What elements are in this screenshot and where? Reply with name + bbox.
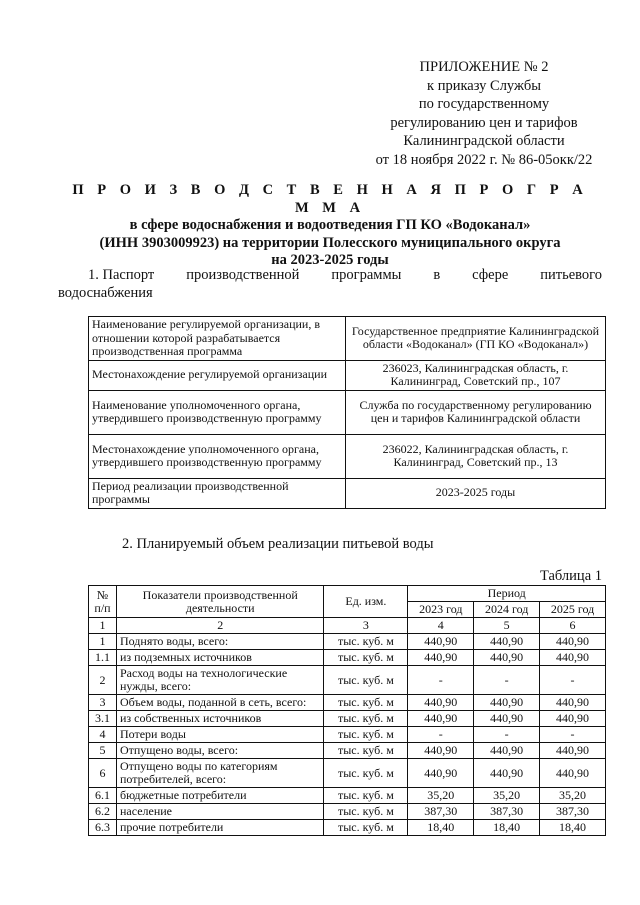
- table-row: [89, 711, 606, 727]
- row-value: 440,90: [540, 711, 606, 727]
- appendix-line: от 18 ноября 2022 г. № 86-05окк/22: [375, 151, 593, 168]
- passport-row: [89, 390, 606, 434]
- row-indicator: Поднято воды, всего:: [116, 634, 323, 650]
- table-row: [89, 634, 606, 650]
- row-indicator: Отпущено воды по категориям потребителей, всего:: [116, 759, 323, 788]
- row-indicator: из подземных источников: [116, 650, 323, 666]
- row-value: 440,90: [408, 743, 474, 759]
- volume-table: [88, 585, 606, 836]
- row-unit: тыс. куб. м: [324, 788, 408, 804]
- row-value: 35,20: [474, 788, 540, 804]
- row-value: 387,30: [408, 804, 474, 820]
- row-value: 440,90: [474, 634, 540, 650]
- passport-row: [89, 317, 606, 361]
- table-row: [89, 695, 606, 711]
- table-row: [89, 666, 606, 695]
- row-value: 35,20: [408, 788, 474, 804]
- row-number: 6.2: [89, 804, 117, 820]
- table-row: [89, 727, 606, 743]
- table-row: [89, 650, 606, 666]
- header-indicator: Показатели производственной деятельности: [116, 586, 323, 618]
- passport-label: Наименование уполномоченного органа, утвердившего производственную программу: [89, 390, 346, 434]
- appendix-block: [364, 58, 604, 169]
- row-number: 4: [89, 727, 117, 743]
- row-number: 2: [89, 666, 117, 695]
- appendix-line: Калининградской области: [403, 133, 565, 149]
- row-value: 440,90: [474, 650, 540, 666]
- appendix-line: по государственному: [418, 96, 550, 112]
- title-line: на 2023-2025 годы: [271, 252, 389, 268]
- table-header-row: [89, 586, 606, 602]
- row-number: 1.1: [89, 650, 117, 666]
- section-1-heading: [58, 266, 602, 302]
- row-value: 35,20: [540, 788, 606, 804]
- row-unit: тыс. куб. м: [324, 743, 408, 759]
- column-number: 2: [116, 618, 323, 634]
- row-unit: тыс. куб. м: [324, 804, 408, 820]
- row-value: 440,90: [408, 634, 474, 650]
- column-number: 6: [540, 618, 606, 634]
- row-indicator: прочие потребители: [116, 820, 323, 836]
- table-row: [89, 820, 606, 836]
- title-line: П Р О И З В О Д С Т В Е Н Н А Я П Р О Г Р А М М А: [72, 182, 588, 216]
- row-value: -: [540, 727, 606, 743]
- passport-value: 2023-2025 годы: [346, 478, 606, 508]
- section-2-heading: 2. Планируемый объем реализации питьевой воды: [122, 536, 434, 552]
- title-line: (ИНН 3903009923) на территории Полесского муниципального округа: [99, 234, 561, 251]
- row-value: 440,90: [540, 650, 606, 666]
- row-indicator: Потери воды: [116, 727, 323, 743]
- row-indicator: Объем воды, поданной в сеть, всего:: [116, 695, 323, 711]
- row-indicator: Расход воды на технологические нужды, всего:: [116, 666, 323, 695]
- appendix-line: к приказу Службы: [427, 77, 541, 94]
- row-indicator: из собственных источников: [116, 711, 323, 727]
- header-year: 2024 год: [474, 602, 540, 618]
- row-value: 18,40: [474, 820, 540, 836]
- passport-row: [89, 478, 606, 508]
- header-num: № п/п: [89, 586, 117, 618]
- row-unit: тыс. куб. м: [324, 666, 408, 695]
- passport-value: Государственное предприятие Калининградской области «Водоканал» (ГП КО «Водоканал»): [346, 317, 606, 361]
- row-value: -: [474, 666, 540, 695]
- passport-table: [88, 316, 606, 509]
- table-row: [89, 804, 606, 820]
- row-value: 387,30: [540, 804, 606, 820]
- row-value: -: [408, 727, 474, 743]
- row-value: 440,90: [408, 695, 474, 711]
- row-value: 18,40: [540, 820, 606, 836]
- row-value: 440,90: [540, 634, 606, 650]
- section-1-first-line: [88, 266, 602, 284]
- header-unit: Ед. изм.: [324, 586, 408, 618]
- passport-value: Служба по государственному регулированию цен и тарифов Калининградской области: [346, 390, 606, 434]
- title-line: в сфере водоснабжения и водоотведения ГП КО «Водоканал»: [129, 217, 531, 233]
- header-period: Период: [408, 586, 606, 602]
- row-unit: тыс. куб. м: [324, 820, 408, 836]
- document-title: [60, 182, 600, 270]
- row-indicator: население: [116, 804, 323, 820]
- row-value: 18,40: [408, 820, 474, 836]
- row-value: 387,30: [474, 804, 540, 820]
- passport-value: 236023, Калининградская область, г. Калининград, Советский пр., 107: [346, 360, 606, 390]
- row-value: 440,90: [408, 650, 474, 666]
- section-1-word: в: [433, 267, 441, 283]
- passport-row: [89, 360, 606, 390]
- section-1-word: питьевого: [540, 267, 602, 283]
- appendix-line: ПРИЛОЖЕНИЕ № 2: [419, 59, 549, 75]
- row-unit: тыс. куб. м: [324, 727, 408, 743]
- row-value: 440,90: [540, 695, 606, 711]
- passport-row: [89, 434, 606, 478]
- passport-value: 236022, Калининградская область, г. Калининград, Советский пр., 13: [346, 434, 606, 478]
- table-row: [89, 743, 606, 759]
- row-value: 440,90: [474, 759, 540, 788]
- section-1-word: программы: [331, 267, 402, 283]
- column-number: 3: [324, 618, 408, 634]
- row-unit: тыс. куб. м: [324, 650, 408, 666]
- table-row: [89, 759, 606, 788]
- row-value: 440,90: [474, 743, 540, 759]
- row-number: 6: [89, 759, 117, 788]
- column-number: 1: [89, 618, 117, 634]
- row-unit: тыс. куб. м: [324, 695, 408, 711]
- section-1-word: сфере: [472, 267, 509, 283]
- header-year: 2023 год: [408, 602, 474, 618]
- row-value: 440,90: [540, 743, 606, 759]
- row-indicator: бюджетные потребители: [116, 788, 323, 804]
- row-value: -: [540, 666, 606, 695]
- table-caption: Таблица 1: [539, 568, 602, 584]
- passport-label: Наименование регулируемой организации, в отношении которой разрабатывается производственная программа: [89, 317, 346, 361]
- passport-label: Период реализации производственной программы: [89, 478, 346, 508]
- row-number: 3: [89, 695, 117, 711]
- row-number: 1: [89, 634, 117, 650]
- row-value: 440,90: [474, 695, 540, 711]
- header-year: 2025 год: [540, 602, 606, 618]
- row-indicator: Отпущено воды, всего:: [116, 743, 323, 759]
- row-value: -: [408, 666, 474, 695]
- section-1-word: производственной: [186, 267, 300, 283]
- row-unit: тыс. куб. м: [324, 634, 408, 650]
- row-value: 440,90: [540, 759, 606, 788]
- row-number: 3.1: [89, 711, 117, 727]
- row-value: 440,90: [474, 711, 540, 727]
- column-number: 4: [408, 618, 474, 634]
- column-number: 5: [474, 618, 540, 634]
- row-value: 440,90: [408, 759, 474, 788]
- table-row: [89, 788, 606, 804]
- row-value: -: [474, 727, 540, 743]
- row-value: 440,90: [408, 711, 474, 727]
- passport-label: Местонахождение регулируемой организации: [89, 360, 346, 390]
- appendix-line: регулированию цен и тарифов: [390, 114, 578, 131]
- row-unit: тыс. куб. м: [324, 759, 408, 788]
- row-unit: тыс. куб. м: [324, 711, 408, 727]
- passport-label: Местонахождение уполномоченного органа, утвердившего производственную программу: [89, 434, 346, 478]
- row-number: 6.1: [89, 788, 117, 804]
- section-1-continuation: водоснабжения: [58, 285, 153, 301]
- column-number-row: [89, 618, 606, 634]
- row-number: 6.3: [89, 820, 117, 836]
- section-1-word: 1. Паспорт: [88, 267, 155, 283]
- row-number: 5: [89, 743, 117, 759]
